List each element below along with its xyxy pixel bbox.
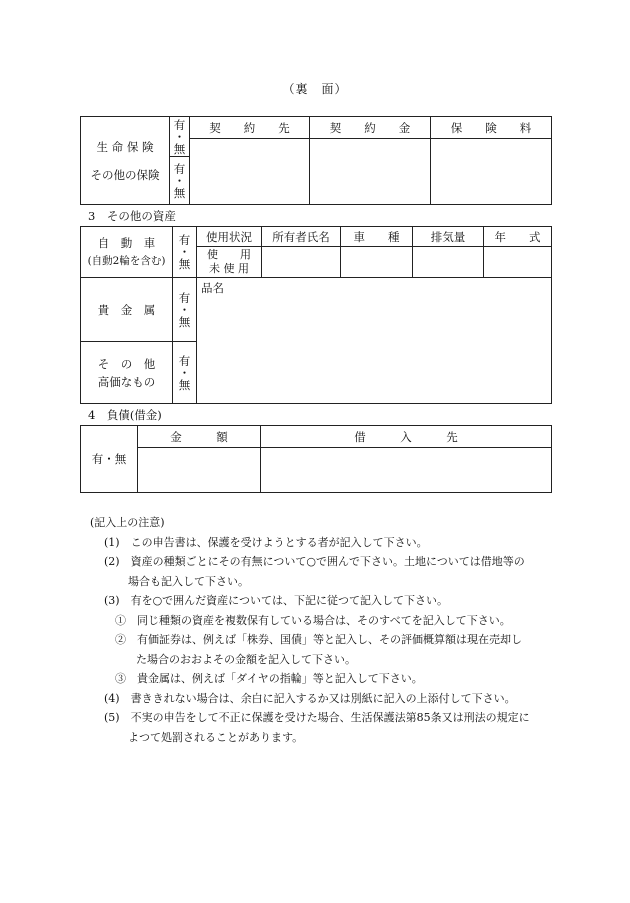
other-valuables-yes-no[interactable]: 有 ・ 無 (173, 342, 197, 404)
note-3-2: ② 有価証券は、例えば「株券、国債」等と記入し、その評価概算額は現在売却し (115, 633, 522, 646)
item-name-cell[interactable] (197, 278, 552, 404)
section-4-heading: 4 負債(借金) (88, 408, 162, 422)
note-3: (3) 有を○で囲んだ資産については、下記に従つて記入して下さい。 (104, 594, 448, 607)
other-assets-table (80, 226, 552, 404)
insurance-table (80, 116, 552, 205)
note-3-2-cont: た場合のおおよその金額を記入して下さい。 (136, 652, 356, 666)
contractor-cell[interactable] (190, 139, 310, 205)
section-3-heading: 3 その他の資産 (88, 209, 176, 223)
precious-metals-label: 貴 金 属 (81, 278, 173, 342)
note-3-3: ③ 貴金属は、例えば「ダイヤの指輪」等と記入して下さい。 (115, 672, 423, 685)
car-label-cell (81, 227, 173, 278)
model-year-cell[interactable] (484, 247, 552, 278)
debt-yes-no[interactable]: 有・無 (81, 426, 138, 493)
header-contractor: 契 約 先 (190, 117, 310, 139)
notes-heading: (記入上の注意) (90, 516, 165, 529)
header-model-year: 年 式 (484, 227, 552, 247)
premium-cell[interactable] (431, 139, 552, 205)
precious-metals-yes-no[interactable]: 有 ・ 無 (173, 278, 197, 342)
note-2: (2) 資産の種類ごとにその有無について○で囲んで下さい。土地については借地等の (104, 555, 525, 568)
note-4: (4) 書ききれない場合は、余白に記入するか又は別紙に記入の上添付して下さい。 (104, 691, 516, 705)
car-label: 自 動 車 (97, 236, 156, 250)
life-insurance-label: 生 命 保 険 (96, 139, 154, 154)
owner-name-cell[interactable] (262, 247, 341, 278)
header-debt-amount: 金 額 (138, 426, 261, 448)
displacement-cell[interactable] (413, 247, 484, 278)
debt-table (80, 425, 552, 493)
note-5-cont: よつて処罰されることがあります。 (128, 730, 304, 744)
contract-amount-cell[interactable] (310, 139, 431, 205)
model-cell[interactable] (341, 247, 413, 278)
header-displacement: 排気量 (413, 227, 484, 247)
header-premium: 保 険 料 (431, 117, 552, 139)
usage-not-in-use: 未 使 用 (209, 262, 249, 275)
header-usage: 使用状況 (197, 227, 262, 247)
note-2-cont: 場合も記入して下さい。 (128, 574, 249, 588)
header-model: 車 種 (341, 227, 413, 247)
car-yes-no[interactable]: 有 ・ 無 (173, 227, 197, 278)
debt-amount-cell[interactable] (138, 448, 261, 493)
note-3-1: ① 同じ種類の資産を複数保有している場合は、そのすべてを記入して下さい。 (115, 613, 511, 627)
header-lender: 借 入 先 (261, 426, 552, 448)
other-valuables-label: そ の 他 高価なもの (81, 342, 173, 404)
other-insurance-yes-no[interactable]: 有 ・ 無 (170, 157, 190, 205)
note-5: (5) 不実の申告をして不正に保護を受けた場合、生活保護法第85条又は刑法の規定に (104, 711, 530, 724)
header-contract-amount: 契 約 金 (310, 117, 431, 139)
header-owner-name: 所有者氏名 (262, 227, 341, 247)
lender-cell[interactable] (261, 448, 552, 493)
insurance-label-cell (81, 117, 170, 205)
usage-in-use: 使 用 (207, 248, 251, 261)
usage-cell[interactable] (197, 247, 262, 278)
page-title: （裏 面） (282, 82, 348, 96)
note-1: (1) この申告書は、保護を受けようとする者が記入して下さい。 (104, 535, 428, 549)
item-name-label: 品名 (201, 281, 224, 295)
notes-section (90, 513, 560, 747)
life-insurance-yes-no[interactable]: 有 ・ 無 (170, 117, 190, 157)
other-insurance-label: その他の保険 (90, 167, 160, 182)
car-label-sub: (自動2輪を含む) (87, 255, 166, 267)
